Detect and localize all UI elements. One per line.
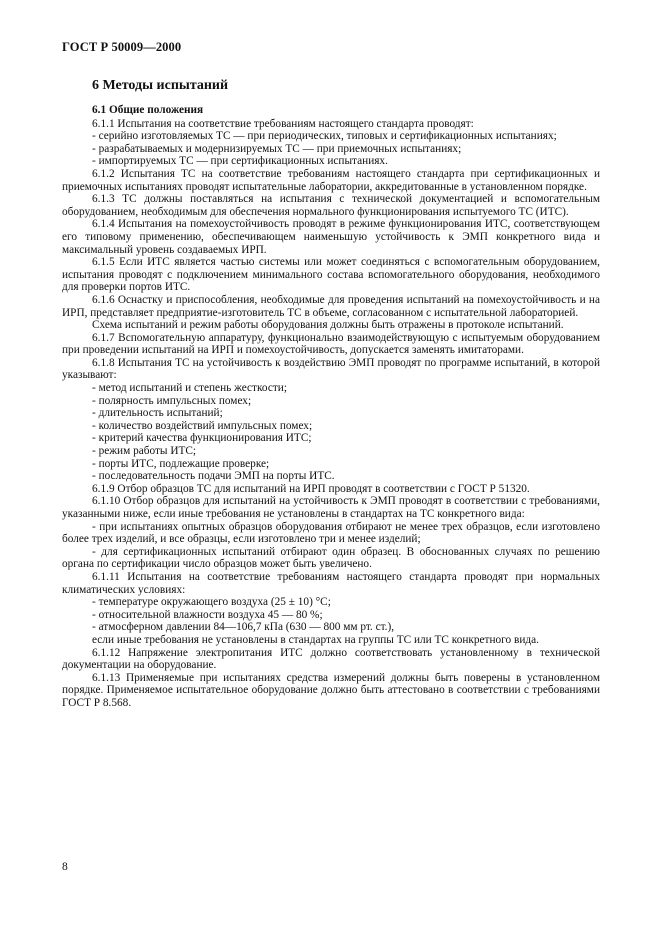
section-title: 6 Методы испытаний <box>92 78 229 93</box>
list-item: - полярность импульсных помех; <box>92 394 252 407</box>
list-item: - разрабатываемых и модернизируемых ТС — при приемочных испытаниях; <box>92 142 462 155</box>
list-item: - количество воздействий импульсных помех; <box>92 419 313 432</box>
list-item: - температуре окружающего воздуха (25 ± 10) °С; <box>92 596 331 609</box>
page-number: 8 <box>62 861 68 873</box>
list-item: - импортируемых ТС — при сертификационных испытаниях. <box>92 155 388 168</box>
paragraph: 6.1.12 Напряжение электропитания ИТС должно соответствовать установленному в технической документации на оборудование. <box>62 646 600 672</box>
paragraph: 6.1.3 ТС должны поставляться на испытания с технической документацией и вспомогательным оборудованием, необходимым для обеспечения нормального функционирования испытуемого ТС (ИТС). <box>62 193 600 218</box>
paragraph: 6.1.2 Испытания ТС на соответствие требованиям настоящего стандарта при сертификационных и приемочных испытаниях проводят испытательные лаборатории, аккредитованные в установленном порядке. <box>62 167 600 193</box>
paragraph: 6.1.6 Оснастку и приспособления, необходимые для проведения испытаний на помехоустойчивость и на ИРП, представляет предприятие-изготовитель ТС в объеме, согласованном с испытательной лабораторией. <box>62 293 600 319</box>
list-item: - длительность испытаний; <box>92 407 223 420</box>
list-item: - относительной влажности воздуха 45 — 80 %; <box>92 608 323 621</box>
paragraph: 6.1.10 Отбор образцов для испытаний на устойчивость к ЭМП проводят в соответствии с требованиями, указанными ниже, если иные требования не установлены в стандартах на ТС конкретного вида: <box>62 495 600 520</box>
paragraph: - для сертификационных испытаний отбирают один образец. В обоснованных случаях по решению органа по сертификации число образцов может быть увеличено. <box>62 545 600 571</box>
list-item: - порты ИТС, подлежащие проверке; <box>92 457 270 470</box>
paragraph: 6.1.11 Испытания на соответствие требованиям настоящего стандарта проводят при нормальных климатических условиях: <box>62 570 600 596</box>
list-item: - режим работы ИТС; <box>92 445 197 458</box>
list-item: - метод испытаний и степень жесткости; <box>92 382 287 395</box>
paragraph: 6.1.13 Применяемые при испытаниях средства измерений должны быть поверены в установленном порядке. Применяемое испытательное оборудование должно быть аттестовано в соответствии с требованиями ГОСТ Р 8.568. <box>62 671 600 709</box>
list-item: - атмосферном давлении 84—106,7 кПа (630 — 800 мм рт. ст.), <box>92 621 395 634</box>
document-header: ГОСТ Р 50009—2000 <box>62 40 182 54</box>
paragraph: 6.1.9 Отбор образцов ТС для испытаний на ИРП проводят в соответствии с ГОСТ Р 51320. <box>92 482 530 495</box>
paragraph: 6.1.1 Испытания на соответствие требованиям настоящего стандарта проводят: <box>92 117 474 130</box>
list-item: - серийно изготовляемых ТС — при периодических, типовых и сертификационных испытаниях; <box>92 130 557 143</box>
paragraph: Схема испытаний и режим работы оборудования должны быть отражены в протоколе испытаний. <box>92 319 564 332</box>
paragraph: 6.1.7 Вспомогательную аппаратуру, функционально взаимодействующую с испытуемым оборудованием при проведении испытаний на ИРП и помехоустойчивость, допускается заменять имитаторами. <box>62 331 600 357</box>
paragraph: если иные требования не установлены в стандартах на группы ТС или ТС конкретного вида. <box>92 633 539 646</box>
paragraph: 6.1.4 Испытания на помехоустойчивость проводят в режиме функционирования ИТС, соответствующем его типовому применению, обеспечивающем наименьшую устойчивость к ЭМП конкретного вида и максимальный уровень создаваемых ИРП. <box>62 218 600 256</box>
list-item: - последовательность подачи ЭМП на порты ИТС. <box>92 470 335 483</box>
subsection-title: 6.1 Общие положения <box>92 104 204 116</box>
paragraph: 6.1.5 Если ИТС является частью системы или может соединяться с вспомогательным оборудованием, испытания проводят с подключением минимального состава вспомогательного оборудования, необходимого для проверки портов ИТС. <box>62 256 600 294</box>
paragraph: 6.1.8 Испытания ТС на устойчивость к воздействию ЭМП проводят по программе испытаний, в которой указывают: <box>62 356 600 382</box>
paragraph: - при испытаниях опытных образцов оборудования отбирают не менее трех образцов, если изготовлено более трех изделий, и все образцы, если изготовлено три и менее изделий; <box>62 520 600 546</box>
document-body <box>62 104 600 710</box>
list-item: - критерий качества функционирования ИТС; <box>92 432 312 445</box>
